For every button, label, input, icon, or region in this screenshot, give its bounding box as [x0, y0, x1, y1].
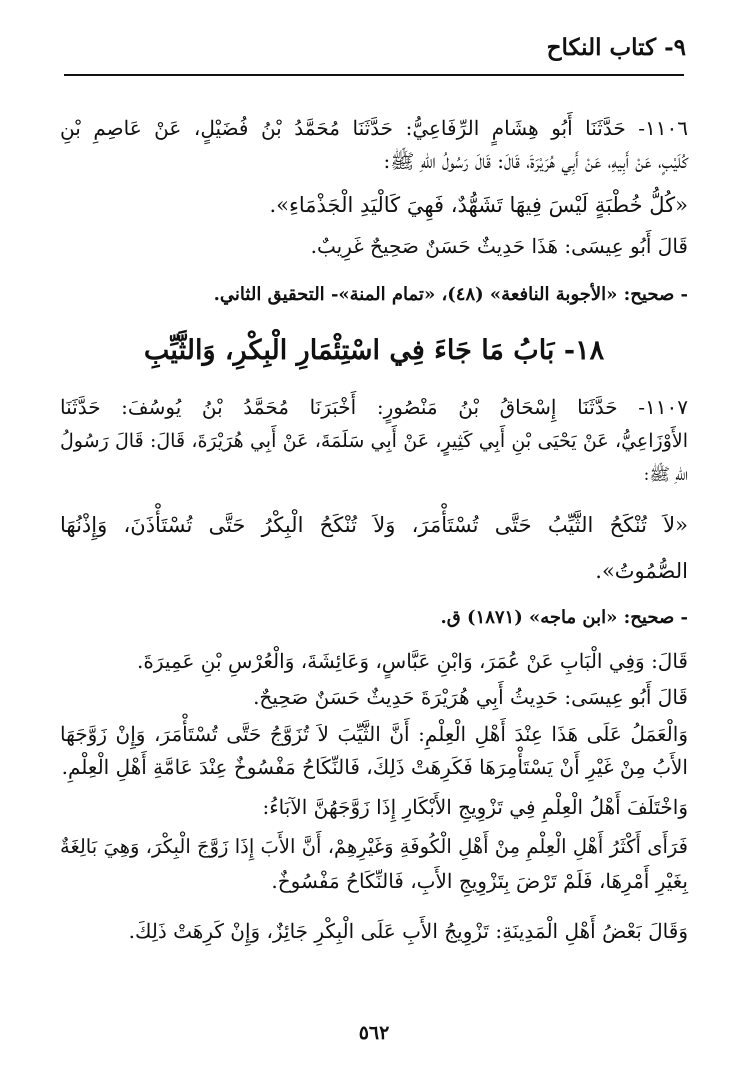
header-rule — [64, 74, 684, 76]
hadith-1107-matn-line-2: الصُّمُوتُ». — [595, 559, 688, 583]
hadith-1106-matn: «كُلُّ خُطْبَةٍ لَيْسَ فِيهَا تَشَهُّدٌ، فَهِيَ كَالْيَدِ الْجَذْمَاءِ». — [269, 193, 688, 217]
commentary-line-7: بِغَيْرِ أَمْرِهَا، فَلَمْ تَرْضَ بِتَزْوِيجِ الأَبِ، فَالنِّكَاحُ مَفْسُوخٌ. — [271, 869, 688, 893]
hadith-1107-line-1: ١١٠٧- حَدَّثَنَا إِسْحَاقُ بْنُ مَنْصُورٍ: أَخْبَرَنَا مُحَمَّدُ بْنُ يُوسُفَ: حَدَّثَنَا — [60, 395, 688, 419]
commentary-line-3: وَالْعَمَلُ عَلَى هَذَا عِنْدَ أَهْلِ الْعِلْمِ: أَنَّ الثَّيِّبَ لاَ تُزَوَّجُ حَتَّى تُسْتَأْمَرَ، وَإِنْ زَوَّجَهَا — [60, 722, 688, 746]
hadith-1106-line-2: كُلَيْبٍ، عَنْ أَبِيهِ، عَنْ أَبِي هُرَيْرَةَ، قَالَ: قَالَ رَسُولُ اللهِ ﷺ: — [383, 149, 688, 173]
hadith-1107-line-2: الأَوْزَاعِيُّ، عَنْ يَحْيَى بْنِ أَبِي كَثِيرٍ، عَنْ أَبِي سَلَمَةَ، عَنْ أَبِي هُرَيْرَةَ، قَالَ: قَالَ رَسُولُ — [60, 430, 688, 452]
running-header-title: ٩- كتاب النكاح — [546, 34, 686, 61]
commentary-line-2: قَالَ أَبُو عِيسَى: حَدِيثُ أَبِي هُرَيْرَةَ حَدِيثٌ حَسَنٌ صَحِيحٌ. — [253, 685, 688, 709]
commentary-line-8: وَقَالَ بَعْضُ أَهْلِ الْمَدِينَةِ: تَزْوِيجُ الأَبِ عَلَى الْبِكْرِ جَائِزٌ، وَإِنْ كَرِهَتْ ذَلِكَ. — [128, 919, 688, 943]
hadith-1107-grading: - صحيح: «ابن ماجه» (١٨٧١) ق. — [440, 607, 688, 628]
hadith-1106-line-1: ١١٠٦- حَدَّثَنَا أَبُو هِشَامٍ الرِّفَاعِيُّ: حَدَّثَنَا مُحَمَّدُ بْنُ فُضَيْلٍ، عَنْ عَاصِمِ بْنِ — [60, 116, 688, 140]
commentary-line-6: فَرَأَى أَكْثَرُ أَهْلِ الْعِلْمِ مِنْ أَهْلِ الْكُوفَةِ وَغَيْرِهِمْ، أَنَّ الأَبَ إِذَا زَوَّجَ الْبِكْرَ، وَهِيَ بَالِغَةٌ — [60, 835, 688, 858]
commentary-line-4: الأَبُ مِنْ غَيْرِ أَنْ يَسْتَأْمِرَهَا فَكَرِهَتْ ذَلِكَ، فَالنِّكَاحُ مَفْسُوخٌ عِنْدَ عَامَّةِ أَهْلِ الْعِلْمِ. — [61, 755, 688, 779]
page-number: ٥٦٢ — [358, 1022, 390, 1044]
hadith-1107-line-3: اللهِ ﷺ: — [643, 465, 688, 485]
commentary-line-1: قَالَ: وَفِي الْبَابِ عَنْ عُمَرَ، وَابْنِ عَبَّاسٍ، وَعَائِشَةَ، وَالْعُرْسِ بْنِ عَمِيرَةَ. — [137, 649, 688, 673]
hadith-1106-grading: - صحيح: «الأجوبة النافعة» (٤٨)، «تمام المنة»- التحقيق الثاني. — [213, 284, 688, 305]
hadith-1106-abu-isa-note: قَالَ أَبُو عِيسَى: هَذَا حَدِيثٌ حَسَنٌ صَحِيحٌ غَرِيبٌ. — [310, 234, 688, 258]
commentary-line-5: وَاخْتَلَفَ أَهْلُ الْعِلْمِ فِي تَزْوِيجِ الأَبْكَارِ إِذَا زَوَّجَهُنَّ الآبَاءُ: — [262, 795, 688, 819]
chapter-heading: ١٨- بَابُ مَا جَاءَ فِي اسْتِئْمَارِ الْبِكْرِ، وَالثَّيِّبِ — [143, 335, 605, 366]
hadith-1107-matn-line-1: «لاَ تُنْكَحُ الثَّيِّبُ حَتَّى تُسْتَأْمَرَ، وَلاَ تُنْكَحُ الْبِكْرُ حَتَّى تُسْتَأْذَنَ، وَإِذْنُهَا — [60, 513, 688, 537]
